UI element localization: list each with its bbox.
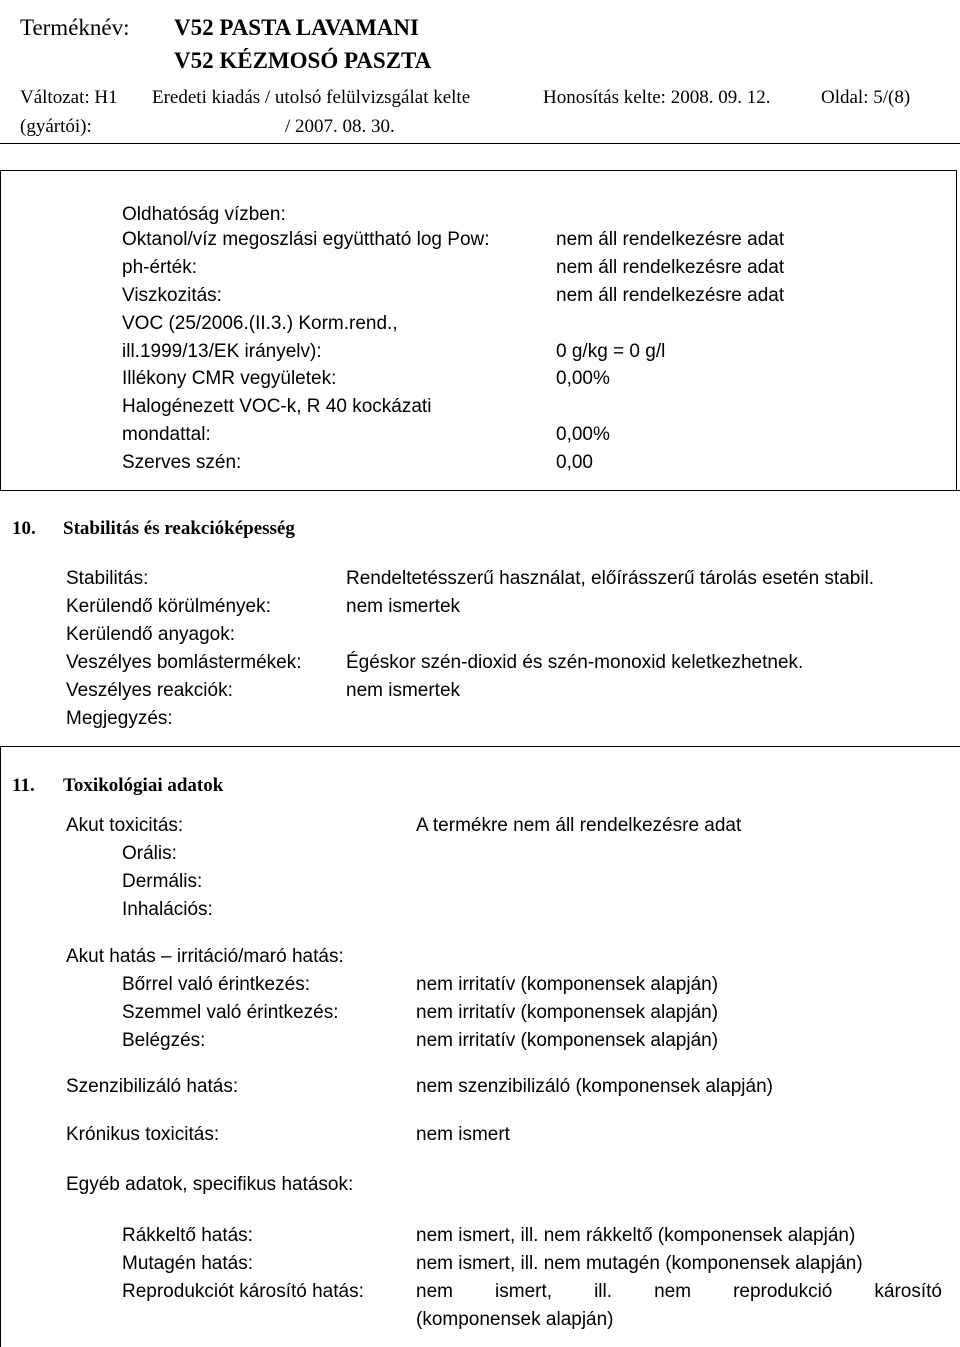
property-value: nem áll rendelkezésre adat (556, 229, 785, 250)
product-name-line-2: V52 KÉZMOSÓ PASZTA (174, 48, 432, 73)
carcinogenicity-value: nem ismert, ill. nem rákkeltő (komponensek alapján) (416, 1225, 856, 1246)
page-left-border (0, 746, 1, 1347)
stability-label: Stabilitás: (66, 568, 149, 589)
eye-contact-value: nem irritatív (komponensek alapján) (416, 1002, 719, 1023)
section-title: Stabilitás és reakcióképesség (63, 518, 295, 539)
product-name-line-1: V52 PASTA LAVAMANI (174, 15, 419, 40)
value-word: ill. (594, 1281, 613, 1302)
section-number: 10. (12, 518, 36, 539)
decomposition-value: Égéskor szén-dioxid és szén-monoxid keletkezhetnek. (346, 652, 804, 673)
property-value: nem áll rendelkezésre adat (556, 257, 785, 278)
inhalation-label: Inhalációs: (122, 899, 213, 920)
property-label: Szerves szén: (122, 452, 242, 473)
issue-date: / 2007. 08. 30. (285, 116, 395, 137)
section-9-bottom-divider (0, 490, 960, 491)
value-word: ismert, (495, 1281, 553, 1302)
property-value: 0,00% (556, 424, 610, 445)
issue-label: Eredeti kiadás / utolsó felülvizsgálat kelte (152, 87, 471, 108)
mutagenicity-label: Mutagén hatás: (122, 1253, 253, 1274)
conditions-value: nem ismertek (346, 596, 461, 617)
skin-contact-label: Bőrrel való érintkezés: (122, 974, 310, 995)
property-value: 0 g/kg = 0 g/l (556, 341, 666, 362)
section-number: 11. (12, 775, 35, 796)
materials-label: Kerülendő anyagok: (66, 624, 236, 645)
chronic-toxicity-label: Krónikus toxicitás: (66, 1124, 220, 1145)
property-value: 0,00 (556, 452, 593, 473)
property-label: mondattal: (122, 424, 211, 445)
stability-value: Rendeltetésszerű használat, előírásszerű tárolás esetén stabil. (346, 568, 875, 589)
property-label: Illékony CMR vegyületek: (122, 368, 337, 389)
acute-toxicity-value: A termékre nem áll rendelkezésre adat (416, 815, 742, 836)
localization-date: Honosítás kelte: 2008. 09. 12. (543, 87, 771, 108)
decomposition-label: Veszélyes bomlástermékek: (66, 652, 302, 673)
property-value: nem áll rendelkezésre adat (556, 285, 785, 306)
version-label: Változat: H1 (20, 87, 118, 108)
value-word: reprodukció (733, 1281, 833, 1302)
value-word: nem (654, 1281, 692, 1302)
property-label: Oldhatóság vízben: (122, 204, 286, 225)
property-label: Halogénezett VOC-k, R 40 kockázati (122, 396, 432, 417)
value-word: károsító (874, 1281, 942, 1302)
skin-contact-value: nem irritatív (komponensek alapján) (416, 974, 719, 995)
sensitization-label: Szenzibilizáló hatás: (66, 1076, 239, 1097)
product-label: Terméknév: (20, 15, 130, 40)
irritation-label: Akut hatás – irritáció/maró hatás: (66, 946, 344, 967)
section-10-bottom-divider (0, 746, 960, 747)
mutagenicity-value: nem ismert, ill. nem mutagén (komponensek alapján) (416, 1253, 863, 1274)
chronic-toxicity-value: nem ismert (416, 1124, 510, 1145)
reactions-value: nem ismertek (346, 680, 461, 701)
property-label: ill.1999/13/EK irányelv): (122, 341, 322, 362)
header-divider (0, 143, 960, 144)
inhalation-irritation-value: nem irritatív (komponensek alapján) (416, 1030, 719, 1051)
reproductive-toxicity-value (416, 1280, 942, 1304)
property-label: Viszkozitás: (122, 285, 222, 306)
note-label: Megjegyzés: (66, 708, 173, 729)
carcinogenicity-label: Rákkeltő hatás: (122, 1225, 253, 1246)
inhalation-irritation-label: Belégzés: (122, 1030, 206, 1051)
page-number: Oldal: 5/(8) (821, 87, 911, 108)
property-label: VOC (25/2006.(II.3.) Korm.rend., (122, 313, 398, 334)
reproductive-toxicity-label: Reprodukciót károsító hatás: (122, 1281, 364, 1302)
conditions-label: Kerülendő körülmények: (66, 596, 271, 617)
oral-label: Orális: (122, 843, 177, 864)
reactions-label: Veszélyes reakciók: (66, 680, 233, 701)
acute-toxicity-label: Akut toxicitás: (66, 815, 184, 836)
property-label: Oktanol/víz megoszlási együttható log Pow: (122, 229, 490, 250)
property-value: 0,00% (556, 368, 610, 389)
dermal-label: Dermális: (122, 871, 203, 892)
eye-contact-label: Szemmel való érintkezés: (122, 1002, 339, 1023)
section-title: Toxikológiai adatok (63, 775, 224, 796)
property-label: ph-érték: (122, 257, 197, 278)
sensitization-value: nem szenzibilizáló (komponensek alapján) (416, 1076, 773, 1097)
issue-label-cont: (gyártói): (20, 116, 92, 137)
value-word: nem (416, 1281, 453, 1302)
other-data-label: Egyéb adatok, specifikus hatások: (66, 1174, 354, 1195)
reproductive-toxicity-value-cont: (komponensek alapján) (416, 1309, 614, 1330)
